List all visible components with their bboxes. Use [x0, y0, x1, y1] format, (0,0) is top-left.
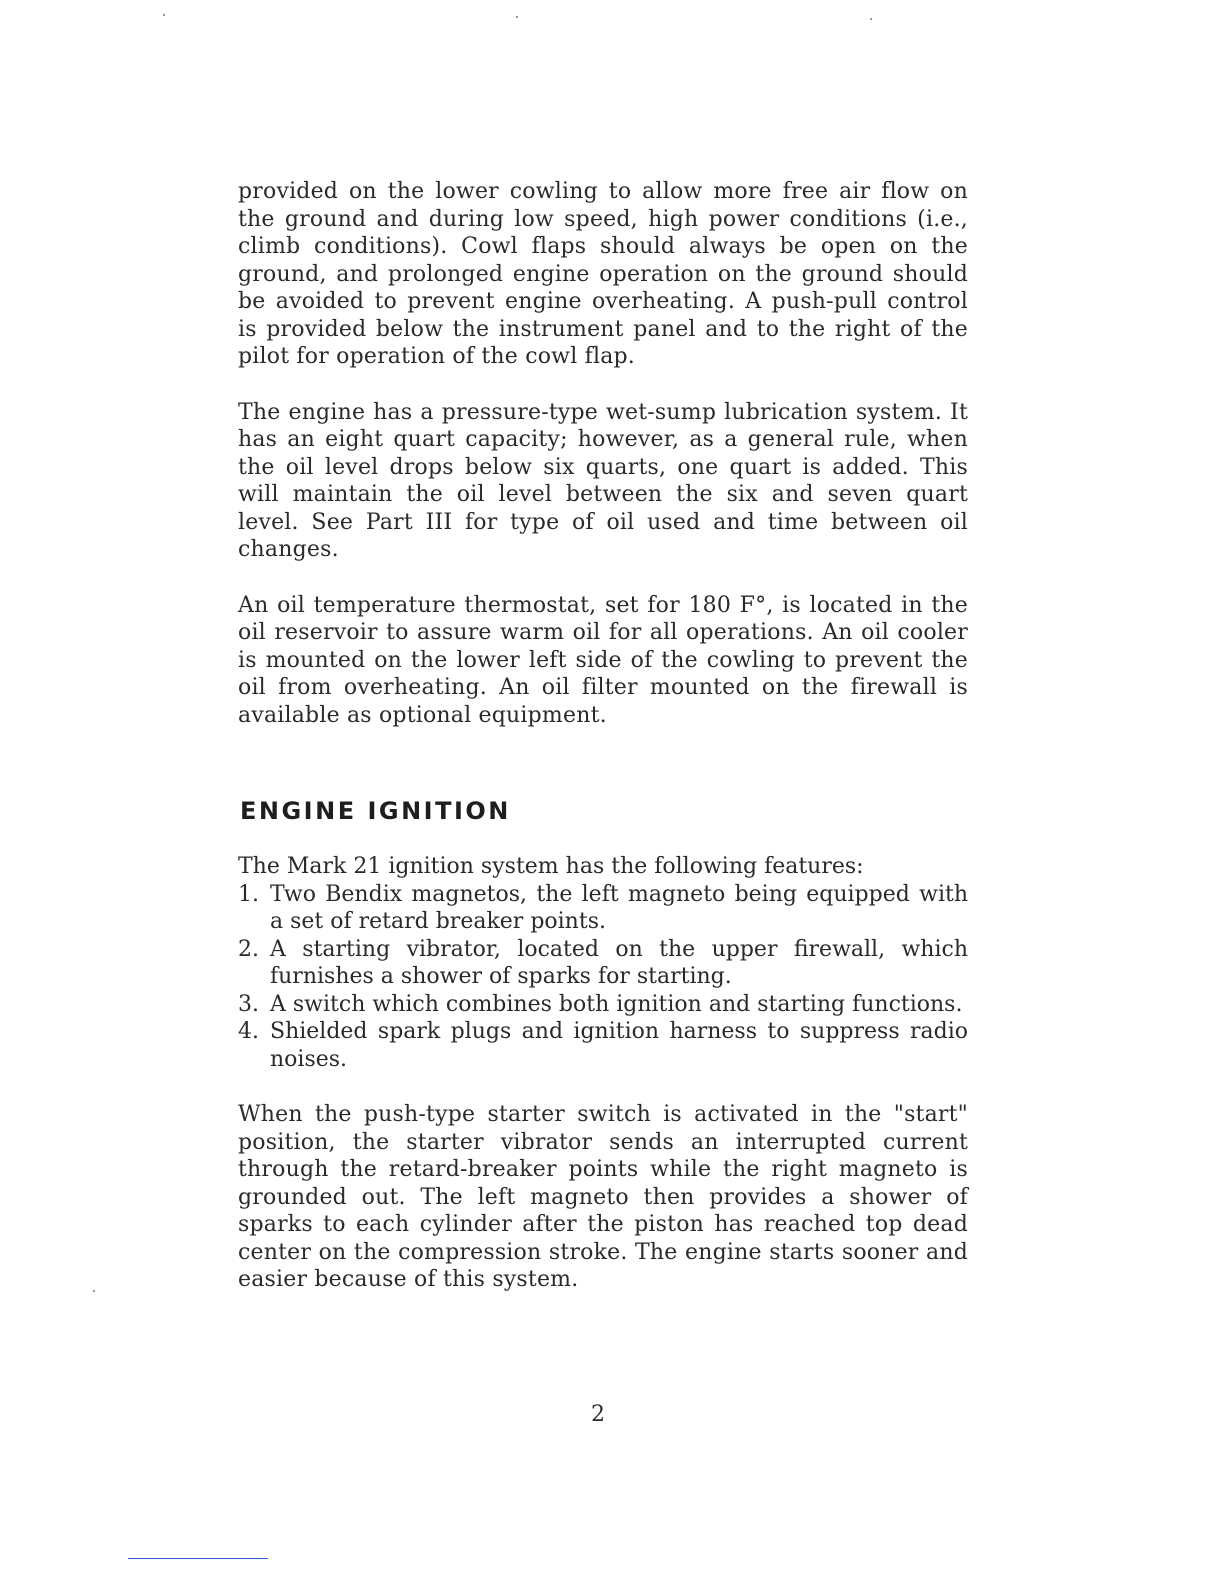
list-item-text: A switch which combines both ignition and starting functions. [270, 991, 963, 1017]
list-item [238, 991, 968, 1019]
list-item-number: 2. [238, 936, 259, 962]
section-heading-engine-ignition: ENGINE IGNITION [240, 797, 511, 825]
paragraph-starter-operation: When the push-type starter switch is activated in the "start" position, the starter vibrator sends an interrupted current through the retard-breaker points while the right magneto is grounded out. The left magneto then provides a shower of sparks to each cylinder after the piston has reached top dead center on the compression stroke. The engine starts sooner and easier because of this system. [238, 1102, 968, 1292]
list-item-number: 1. [238, 881, 259, 907]
scan-speck [516, 16, 518, 18]
paragraph-lubrication: The engine has a pressure-type wet-sump lubrication system. It has an eight quart capacity; however, as a general rule, when the oil level drops below six quarts, one quart is added. This will maintain the oil level between the six and seven quart level. See Part III for type of oil used and time between oil changes. [238, 399, 968, 562]
list-item-number: 4. [238, 1019, 259, 1044]
list-item-number: 3. [238, 991, 259, 1017]
ignition-intro: The Mark 21 ignition system has the following features: [238, 854, 864, 879]
margin-rule [128, 1558, 268, 1559]
scan-speck [870, 18, 872, 20]
list-item-text: A starting vibrator, located on the upper firewall, which furnishes a shower of sparks for starting. [270, 936, 968, 989]
scan-speck [163, 14, 165, 16]
text-column [238, 178, 968, 1294]
paragraph-cowl-flaps: provided on the lower cowling to allow more free air flow on the ground and during low speed, high power conditions (i.e., climb conditions). Cowl flaps should always be open on the ground, and prolonged engine operation on the ground should be avoided to prevent engine overheating. A push-pull control is provided below the instrument panel and to the right of the pilot for operation of the cowl flap. [238, 179, 968, 369]
list-item [238, 936, 968, 991]
list-item [238, 1018, 968, 1073]
paragraph-oil-temperature: An oil temperature thermostat, set for 180 F°, is located in the oil reservoir to assure warm oil for all operations. An oil cooler is mounted on the lower left side of the cowling to prevent the oil from overheating. An oil filter mounted on the firewall is available as optional equipment. [238, 592, 968, 728]
list-item-text: Shielded spark plugs and ignition harness to suppress radio noises. [270, 1019, 968, 1072]
list-item [238, 881, 968, 936]
scan-speck [93, 1290, 95, 1292]
ignition-features-list [238, 881, 968, 1074]
list-item-text: Two Bendix magnetos, the left magneto being equipped with a set of retard breaker points. [270, 881, 968, 934]
page-number: 2 [591, 1402, 605, 1427]
